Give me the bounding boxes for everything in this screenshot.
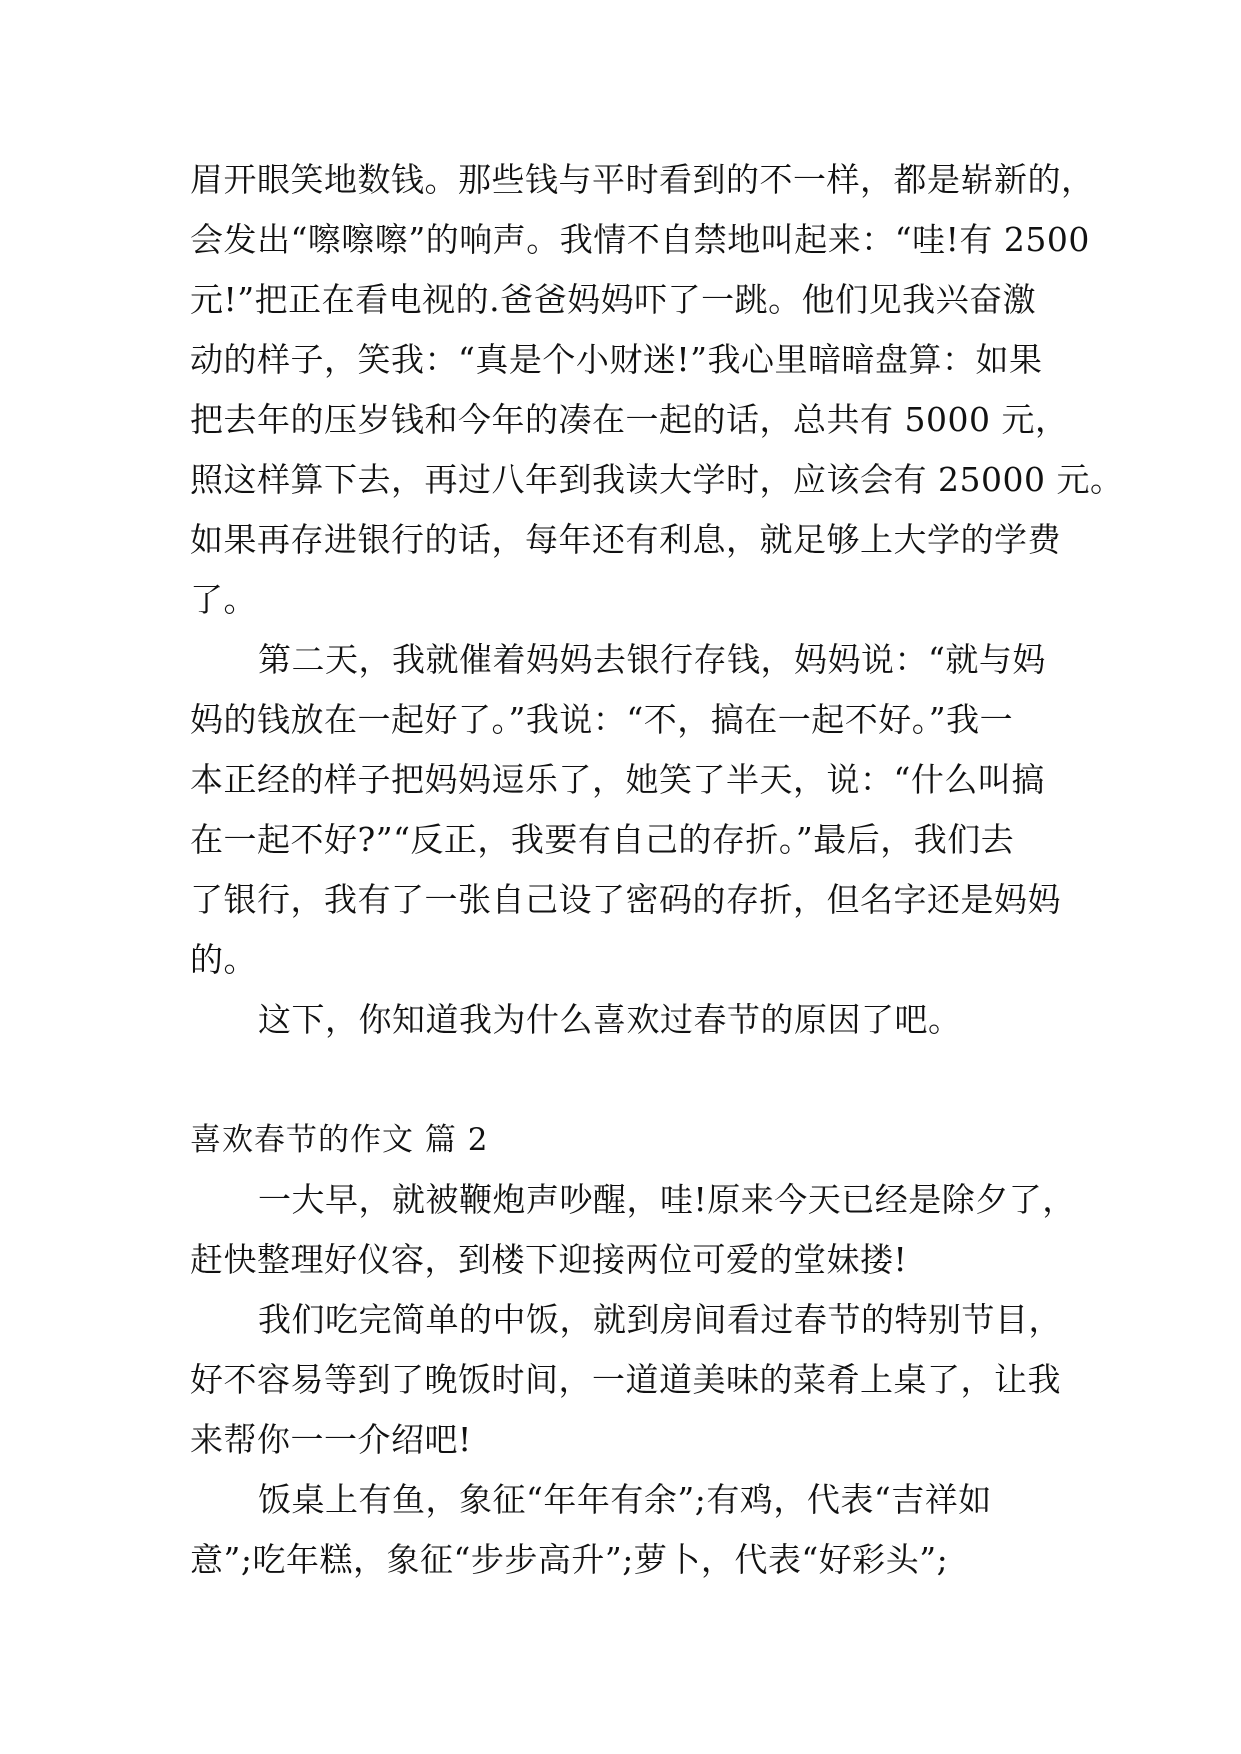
text-line: 了银行，我有了一张自己设了密码的存折，但名字还是妈妈	[190, 880, 1061, 919]
text-line: 会发出“嚓嚓嚓”的响声。我情不自禁地叫起来：“哇!有 2500	[190, 220, 1090, 259]
text-line: 妈的钱放在一起好了。”我说：“不，搞在一起不好。”我一	[190, 700, 1014, 739]
section-spacer	[190, 1050, 1060, 1110]
text-line: 照这样算下去，再过八年到我读大学时，应该会有 25000 元。	[190, 460, 1124, 499]
paragraph	[190, 1170, 1076, 1290]
section-heading: 喜欢春节的作文 篇 2	[190, 1122, 489, 1158]
paragraph	[190, 990, 1060, 1050]
text-line: 本正经的样子把妈妈逗乐了，她笑了半天，说：“什么叫搞	[190, 760, 1045, 799]
text-line: 意”;吃年糕，象征“步步高升”;萝卜，代表“好彩头”;	[190, 1540, 949, 1579]
text-line: 动的样子，笑我：“真是个小财迷!”我心里暗暗盘算：如果	[190, 340, 1043, 379]
text-line: 我们吃完简单的中饭，就到房间看过春节的特别节目，	[258, 1300, 1062, 1339]
text-line: 来帮你一一介绍吧!	[190, 1420, 472, 1459]
paragraph	[190, 1290, 1060, 1470]
paragraph	[190, 1470, 1060, 1590]
text-line: 饭桌上有鱼，象征“年年有余”;有鸡，代表“吉祥如	[258, 1480, 992, 1519]
text-line: 元!”把正在看电视的.爸爸妈妈吓了一跳。他们见我兴奋激	[190, 280, 1037, 319]
text-line: 眉开眼笑地数钱。那些钱与平时看到的不一样，都是崭新的，	[190, 160, 1095, 199]
text-line: 把去年的压岁钱和今年的凑在一起的话，总共有 5000 元，	[190, 400, 1069, 439]
text-line: 这下，你知道我为什么喜欢过春节的原因了吧。	[258, 1000, 962, 1039]
document-body	[190, 150, 1124, 1590]
text-line: 如果再存进银行的话，每年还有利息，就足够上大学的学费	[190, 520, 1061, 559]
text-line: 了。	[190, 580, 257, 619]
paragraph	[190, 630, 1060, 990]
text-line: 好不容易等到了晚饭时间，一道道美味的菜肴上桌了，让我	[190, 1360, 1061, 1399]
text-line: 在一起不好?”“反正，我要有自己的存折。”最后，我们去	[190, 820, 1015, 859]
text-line: 赶快整理好仪容，到楼下迎接两位可爱的堂妹搂!	[190, 1240, 908, 1279]
text-line: 一大早，就被鞭炮声吵醒，哇!原来今天已经是除夕了，	[258, 1180, 1076, 1219]
text-line: 第二天，我就催着妈妈去银行存钱，妈妈说：“就与妈	[258, 640, 1046, 679]
paragraph	[190, 150, 1124, 630]
text-line: 的。	[190, 940, 257, 979]
